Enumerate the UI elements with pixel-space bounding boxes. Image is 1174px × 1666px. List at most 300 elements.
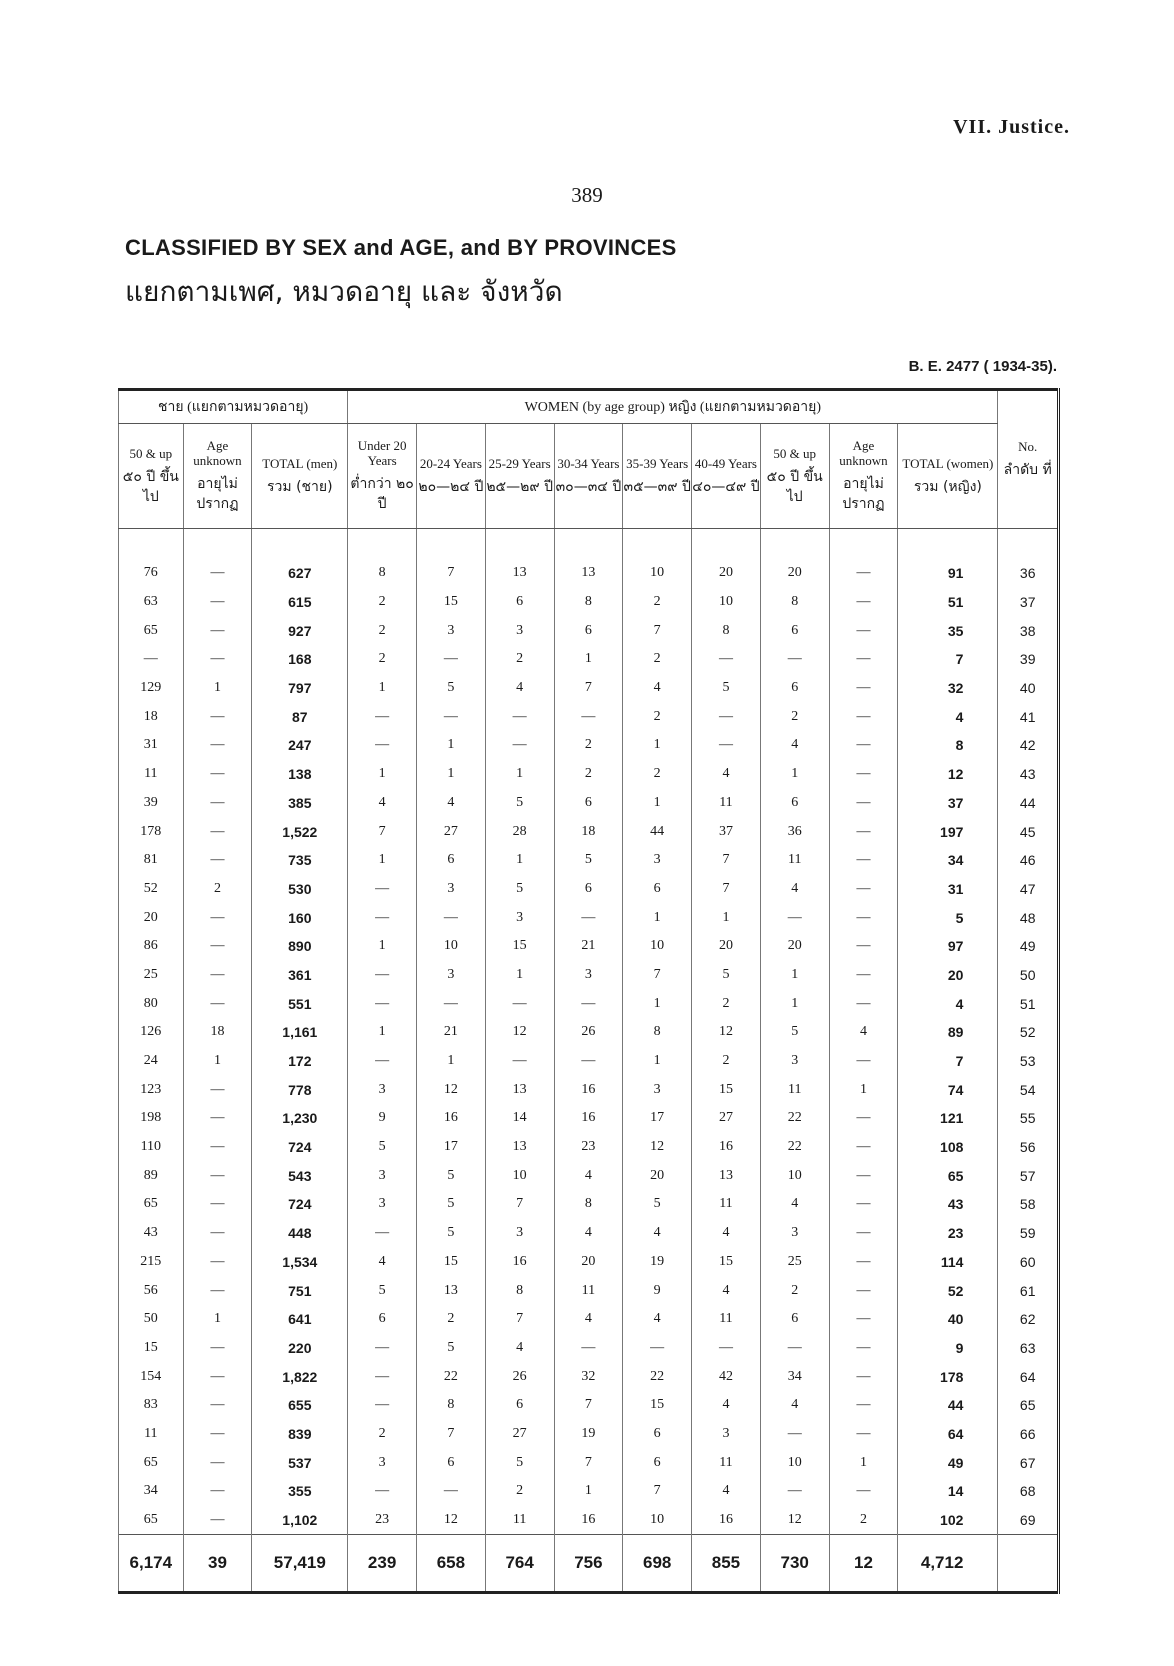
table-cell: — xyxy=(829,989,898,1018)
table-cell: 81 xyxy=(119,846,184,875)
table-cell: — xyxy=(554,702,623,731)
table-cell: 21 xyxy=(417,1018,486,1047)
table-cell: — xyxy=(183,616,252,645)
table-cell: — xyxy=(760,1334,829,1363)
table-cell: 797 xyxy=(252,674,348,703)
table-cell: 121 xyxy=(898,1104,998,1133)
table-cell: 21 xyxy=(554,932,623,961)
statistics-table xyxy=(118,388,1060,1594)
table-cell: 89 xyxy=(898,1018,998,1047)
table-cell: 8 xyxy=(898,731,998,760)
table-cell: — xyxy=(760,645,829,674)
table-cell: 1 xyxy=(417,760,486,789)
table-cell: 129 xyxy=(119,674,184,703)
table-cell: 65 xyxy=(119,616,184,645)
table-cell: 5 xyxy=(417,674,486,703)
table-cell: — xyxy=(485,989,554,1018)
table-cell: 16 xyxy=(554,1075,623,1104)
table-cell: — xyxy=(692,702,761,731)
table-cell: — xyxy=(183,645,252,674)
spacer-cell xyxy=(183,529,252,560)
table-cell: 15 xyxy=(119,1334,184,1363)
spacer-cell xyxy=(623,529,692,560)
table-row xyxy=(119,645,1059,674)
table-cell: 20 xyxy=(119,903,184,932)
table-cell: — xyxy=(829,1276,898,1305)
table-cell: 6 xyxy=(485,588,554,617)
column-header xyxy=(898,424,998,529)
table-cell: 839 xyxy=(252,1420,348,1449)
table-cell: — xyxy=(554,989,623,1018)
table-cell: 65 xyxy=(119,1190,184,1219)
table-cell: 97 xyxy=(898,932,998,961)
table-cell: 45 xyxy=(998,817,1059,846)
table-cell: 5 xyxy=(692,674,761,703)
column-header xyxy=(119,424,184,529)
column-header-th: ๒๐—๒๔ ปี xyxy=(418,478,484,495)
table-cell: 13 xyxy=(692,1161,761,1190)
table-cell: 2 xyxy=(348,616,417,645)
column-header xyxy=(554,424,623,529)
table-cell: — xyxy=(829,1362,898,1391)
spacer-cell xyxy=(829,529,898,560)
table-cell: 4 xyxy=(554,1161,623,1190)
table-cell: 1 xyxy=(348,760,417,789)
year-label: B. E. 2477 ( 1934-35). xyxy=(908,358,1057,375)
table-cell: 3 xyxy=(623,1075,692,1104)
table-cell: 12 xyxy=(692,1018,761,1047)
table-cell: 54 xyxy=(998,1075,1059,1104)
column-header-en: 35-39 Years xyxy=(626,455,689,471)
table-cell: — xyxy=(417,645,486,674)
table-cell: — xyxy=(692,731,761,760)
table-cell: 12 xyxy=(898,760,998,789)
table-cell: 13 xyxy=(485,1133,554,1162)
table-cell: 4 xyxy=(485,1334,554,1363)
table-cell: 655 xyxy=(252,1391,348,1420)
table-cell: 126 xyxy=(119,1018,184,1047)
table-cell: — xyxy=(829,903,898,932)
table-cell: 16 xyxy=(554,1506,623,1535)
table-cell: 50 xyxy=(998,961,1059,990)
table-cell: 48 xyxy=(998,903,1059,932)
table-cell: 11 xyxy=(760,1075,829,1104)
table-cell: 2 xyxy=(417,1305,486,1334)
table-cell: — xyxy=(692,1334,761,1363)
total-cell: 4,712 xyxy=(898,1535,998,1593)
table-cell: 32 xyxy=(554,1362,623,1391)
table-cell: 60 xyxy=(998,1248,1059,1277)
table-cell: — xyxy=(829,932,898,961)
table-cell: 778 xyxy=(252,1075,348,1104)
table-cell: 1 xyxy=(829,1448,898,1477)
table-cell: — xyxy=(348,731,417,760)
table-cell: 1,822 xyxy=(252,1362,348,1391)
table-cell: 40 xyxy=(998,674,1059,703)
table-cell: — xyxy=(829,1334,898,1363)
table-cell: 11 xyxy=(692,789,761,818)
table-row xyxy=(119,1362,1059,1391)
table-cell: 32 xyxy=(898,674,998,703)
table-cell: — xyxy=(183,989,252,1018)
table-cell: 65 xyxy=(119,1448,184,1477)
table-cell: 5 xyxy=(554,846,623,875)
table-cell: 1 xyxy=(485,760,554,789)
table-cell: 1 xyxy=(760,989,829,1018)
table-cell: 7 xyxy=(898,1047,998,1076)
table-cell: 6 xyxy=(760,789,829,818)
table-cell: 64 xyxy=(898,1420,998,1449)
table-cell: 47 xyxy=(998,875,1059,904)
table-cell: 17 xyxy=(623,1104,692,1133)
table-row xyxy=(119,903,1059,932)
table-cell: 1 xyxy=(417,1047,486,1076)
table-cell: 20 xyxy=(623,1161,692,1190)
women-group-header: WOMEN (by age group) หญิง (แยกตามหมวดอายุ) xyxy=(348,390,998,424)
table-cell: 24 xyxy=(119,1047,184,1076)
table-cell: — xyxy=(829,674,898,703)
table-cell: 7 xyxy=(554,1448,623,1477)
table-cell: 4 xyxy=(348,789,417,818)
table-cell: 1 xyxy=(348,1018,417,1047)
table-cell: 530 xyxy=(252,875,348,904)
table-cell: 724 xyxy=(252,1133,348,1162)
table-cell: 16 xyxy=(692,1506,761,1535)
table-cell: 543 xyxy=(252,1161,348,1190)
table-cell: 1 xyxy=(348,932,417,961)
table-cell: 5 xyxy=(623,1190,692,1219)
table-cell: 68 xyxy=(998,1477,1059,1506)
table-cell: 1 xyxy=(348,674,417,703)
table-cell: 10 xyxy=(623,559,692,588)
column-header-th: ลำดับ ที่ xyxy=(1003,462,1052,478)
table-cell: 2 xyxy=(348,588,417,617)
table-cell: 3 xyxy=(417,875,486,904)
table-cell: 10 xyxy=(417,932,486,961)
group-header-row xyxy=(119,390,1059,424)
table-cell: 3 xyxy=(348,1161,417,1190)
table-cell: 11 xyxy=(760,846,829,875)
table-cell: 11 xyxy=(692,1305,761,1334)
table-cell: 36 xyxy=(760,817,829,846)
table-cell: 15 xyxy=(692,1075,761,1104)
totals-row xyxy=(119,1535,1059,1593)
table-cell: 86 xyxy=(119,932,184,961)
table-cell: 4 xyxy=(829,1018,898,1047)
table-cell: 19 xyxy=(623,1248,692,1277)
table-cell: 39 xyxy=(119,789,184,818)
table-cell: 6 xyxy=(623,1448,692,1477)
table-cell: 58 xyxy=(998,1190,1059,1219)
table-cell: 43 xyxy=(898,1190,998,1219)
table-cell: — xyxy=(417,1477,486,1506)
table-cell: 34 xyxy=(760,1362,829,1391)
table-cell: 2 xyxy=(623,645,692,674)
table-cell: 83 xyxy=(119,1391,184,1420)
column-header-en: Age unknown xyxy=(193,438,242,468)
table-row xyxy=(119,817,1059,846)
table-cell: — xyxy=(829,1391,898,1420)
spacer-cell xyxy=(998,529,1059,560)
table-cell: — xyxy=(183,1219,252,1248)
table-cell: — xyxy=(183,1334,252,1363)
table-cell: 17 xyxy=(417,1133,486,1162)
total-cell: 764 xyxy=(485,1535,554,1593)
table-cell: — xyxy=(829,645,898,674)
column-header-row xyxy=(119,424,1059,529)
table-cell: 138 xyxy=(252,760,348,789)
table-cell: 11 xyxy=(119,760,184,789)
table-cell: 102 xyxy=(898,1506,998,1535)
table-row xyxy=(119,1305,1059,1334)
table-cell: — xyxy=(829,1104,898,1133)
table-cell: 1 xyxy=(348,846,417,875)
table-cell: 41 xyxy=(998,702,1059,731)
total-cell: 39 xyxy=(183,1535,252,1593)
table-cell: — xyxy=(348,903,417,932)
table-cell: — xyxy=(348,1362,417,1391)
table-cell: 7 xyxy=(623,961,692,990)
table-cell: 1,161 xyxy=(252,1018,348,1047)
table-row xyxy=(119,1248,1059,1277)
column-header-en: 50 & up xyxy=(773,445,817,461)
table-cell: — xyxy=(183,1362,252,1391)
table-cell: 8 xyxy=(554,588,623,617)
table-cell: 1 xyxy=(692,903,761,932)
table-cell: 4 xyxy=(692,1391,761,1420)
table-cell: — xyxy=(183,1276,252,1305)
table-cell: 39 xyxy=(998,645,1059,674)
total-cell: 855 xyxy=(692,1535,761,1593)
table-cell: 10 xyxy=(623,1506,692,1535)
table-row xyxy=(119,1104,1059,1133)
table-row xyxy=(119,1506,1059,1535)
table-cell: 537 xyxy=(252,1448,348,1477)
table-cell: — xyxy=(829,588,898,617)
table-cell: 19 xyxy=(554,1420,623,1449)
total-cell: 756 xyxy=(554,1535,623,1593)
table-cell: — xyxy=(183,1448,252,1477)
table-cell: 627 xyxy=(252,559,348,588)
table-cell: 4 xyxy=(554,1305,623,1334)
table-cell: — xyxy=(348,702,417,731)
table-cell: 7 xyxy=(417,1420,486,1449)
table-cell: 3 xyxy=(623,846,692,875)
table-cell: 53 xyxy=(998,1047,1059,1076)
table-row xyxy=(119,875,1059,904)
table-cell: 5 xyxy=(417,1219,486,1248)
table-cell: — xyxy=(829,731,898,760)
table-cell: 49 xyxy=(998,932,1059,961)
table-cell: 25 xyxy=(760,1248,829,1277)
table-cell: 12 xyxy=(760,1506,829,1535)
table-cell: — xyxy=(829,1477,898,1506)
table-cell: 51 xyxy=(898,588,998,617)
table-cell: 62 xyxy=(998,1305,1059,1334)
table-row xyxy=(119,760,1059,789)
table-cell: 4 xyxy=(692,1477,761,1506)
table-cell: 37 xyxy=(692,817,761,846)
table-cell: — xyxy=(183,588,252,617)
table-row xyxy=(119,989,1059,1018)
table-cell: — xyxy=(829,1305,898,1334)
table-cell: 8 xyxy=(348,559,417,588)
table-cell: 215 xyxy=(119,1248,184,1277)
table-cell: 3 xyxy=(485,1219,554,1248)
table-cell: 7 xyxy=(417,559,486,588)
table-cell: — xyxy=(829,1133,898,1162)
table-cell: 89 xyxy=(119,1161,184,1190)
table-row xyxy=(119,588,1059,617)
column-header-th: ๓๕—๓๙ ปี xyxy=(623,478,691,495)
table-cell: 64 xyxy=(998,1362,1059,1391)
table-cell: 50 xyxy=(119,1305,184,1334)
column-header-th: ๓๐—๓๔ ปี xyxy=(555,478,622,495)
table-cell: 160 xyxy=(252,903,348,932)
table-cell: — xyxy=(829,789,898,818)
table-cell: — xyxy=(183,1391,252,1420)
table-cell: 42 xyxy=(692,1362,761,1391)
column-header-th: ๕๐ ปี ขึ้นไป xyxy=(122,468,179,505)
table-cell: 751 xyxy=(252,1276,348,1305)
table-cell: 2 xyxy=(554,760,623,789)
table-cell: 6 xyxy=(760,1305,829,1334)
table-cell: — xyxy=(348,989,417,1018)
table-cell: 1 xyxy=(760,961,829,990)
table-cell: 11 xyxy=(692,1190,761,1219)
column-header-en: 25-29 Years xyxy=(488,455,551,471)
table-row xyxy=(119,1448,1059,1477)
table-cell: 8 xyxy=(692,616,761,645)
table-cell: 5 xyxy=(417,1190,486,1219)
spacer-cell xyxy=(119,529,184,560)
table-cell: 123 xyxy=(119,1075,184,1104)
column-header-en: TOTAL (men) xyxy=(262,455,338,471)
table-cell: — xyxy=(760,1477,829,1506)
table-cell: 7 xyxy=(554,1391,623,1420)
table-cell: 5 xyxy=(898,903,998,932)
table-row xyxy=(119,559,1059,588)
table-cell: 11 xyxy=(119,1420,184,1449)
table-cell: 5 xyxy=(417,1334,486,1363)
table-cell: 9 xyxy=(348,1104,417,1133)
table-cell: 15 xyxy=(623,1391,692,1420)
table-cell: 26 xyxy=(485,1362,554,1391)
table-cell: 2 xyxy=(348,645,417,674)
table-cell: 2 xyxy=(554,731,623,760)
table-cell: — xyxy=(348,1334,417,1363)
table-cell: 8 xyxy=(417,1391,486,1420)
table-cell: 2 xyxy=(692,1047,761,1076)
table-row xyxy=(119,1477,1059,1506)
table-cell: 37 xyxy=(998,588,1059,617)
table-cell: 1 xyxy=(623,789,692,818)
table-cell: 355 xyxy=(252,1477,348,1506)
table-row xyxy=(119,1420,1059,1449)
title-english: CLASSIFIED BY SEX and AGE, and BY PROVINCES xyxy=(125,235,677,260)
table-cell: 11 xyxy=(692,1448,761,1477)
table-row xyxy=(119,1075,1059,1104)
table-cell: 1 xyxy=(623,731,692,760)
table-cell: 1,230 xyxy=(252,1104,348,1133)
table-cell: 12 xyxy=(417,1506,486,1535)
table-cell: 7 xyxy=(348,817,417,846)
table-cell: 2 xyxy=(623,760,692,789)
table-row xyxy=(119,932,1059,961)
column-header xyxy=(692,424,761,529)
table-cell: 5 xyxy=(485,875,554,904)
table-row xyxy=(119,1161,1059,1190)
total-cell: 57,419 xyxy=(252,1535,348,1593)
table-cell: 2 xyxy=(760,1276,829,1305)
spacer-cell xyxy=(417,529,486,560)
table-cell: 4 xyxy=(692,1219,761,1248)
table-cell: 44 xyxy=(623,817,692,846)
table-cell: 63 xyxy=(119,588,184,617)
table-cell: 56 xyxy=(998,1133,1059,1162)
table-cell: — xyxy=(183,1248,252,1277)
table-cell: 15 xyxy=(417,1248,486,1277)
table-cell: — xyxy=(829,1190,898,1219)
table-cell: 247 xyxy=(252,731,348,760)
table-cell: 7 xyxy=(623,1477,692,1506)
table-cell: 1,522 xyxy=(252,817,348,846)
table-row xyxy=(119,1276,1059,1305)
total-cell: 698 xyxy=(623,1535,692,1593)
table-cell: 6 xyxy=(417,846,486,875)
table-cell: 1 xyxy=(554,645,623,674)
table-row xyxy=(119,1391,1059,1420)
column-header-th: ๕๐ ปี ขึ้นไป xyxy=(766,468,823,505)
table-cell: 1 xyxy=(485,846,554,875)
table-cell: 22 xyxy=(760,1104,829,1133)
table-cell: 20 xyxy=(760,559,829,588)
table-cell: 27 xyxy=(485,1420,554,1449)
spacer-cell xyxy=(554,529,623,560)
table-cell: 2 xyxy=(485,1477,554,1506)
table-cell: 2 xyxy=(348,1420,417,1449)
table-cell: — xyxy=(183,789,252,818)
table-cell: 46 xyxy=(998,846,1059,875)
table-cell: 4 xyxy=(554,1219,623,1248)
table-cell: 6 xyxy=(554,789,623,818)
table-cell: 37 xyxy=(898,789,998,818)
table-cell: 4 xyxy=(760,731,829,760)
table-cell: 4 xyxy=(898,989,998,1018)
table-cell: 4 xyxy=(623,1219,692,1248)
table-cell: 7 xyxy=(623,616,692,645)
table-cell: — xyxy=(183,903,252,932)
table-cell: 4 xyxy=(623,674,692,703)
spacer-cell xyxy=(898,529,998,560)
table-cell: 6 xyxy=(554,616,623,645)
table-cell: 15 xyxy=(692,1248,761,1277)
table-cell: 6 xyxy=(417,1448,486,1477)
page-number: 389 xyxy=(571,183,603,207)
table-cell: 38 xyxy=(998,616,1059,645)
table-cell: 31 xyxy=(119,731,184,760)
table-cell: 4 xyxy=(760,1391,829,1420)
table-cell: 385 xyxy=(252,789,348,818)
table-cell: 27 xyxy=(417,817,486,846)
table-cell: 10 xyxy=(760,1448,829,1477)
table-cell: 4 xyxy=(760,1190,829,1219)
table-cell: — xyxy=(183,1075,252,1104)
table-cell: 4 xyxy=(348,1248,417,1277)
table-cell: 6 xyxy=(760,674,829,703)
table-cell: 724 xyxy=(252,1190,348,1219)
table-cell: 52 xyxy=(998,1018,1059,1047)
